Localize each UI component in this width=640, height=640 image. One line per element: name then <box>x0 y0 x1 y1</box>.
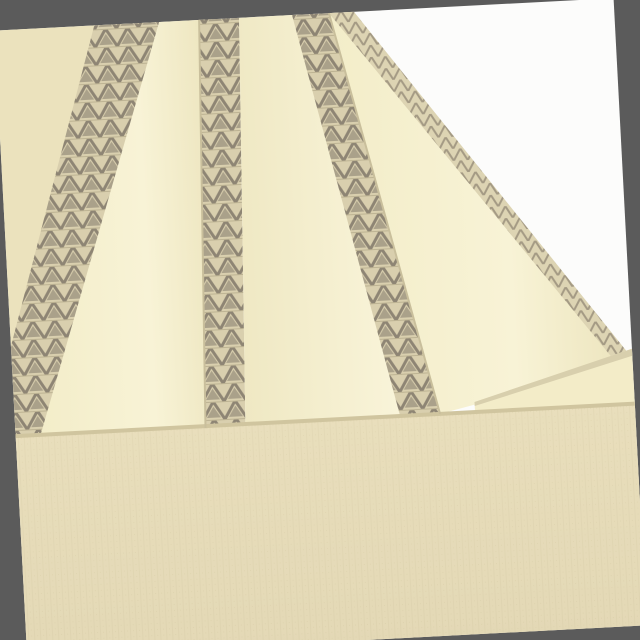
front-panel-texture <box>16 404 640 640</box>
